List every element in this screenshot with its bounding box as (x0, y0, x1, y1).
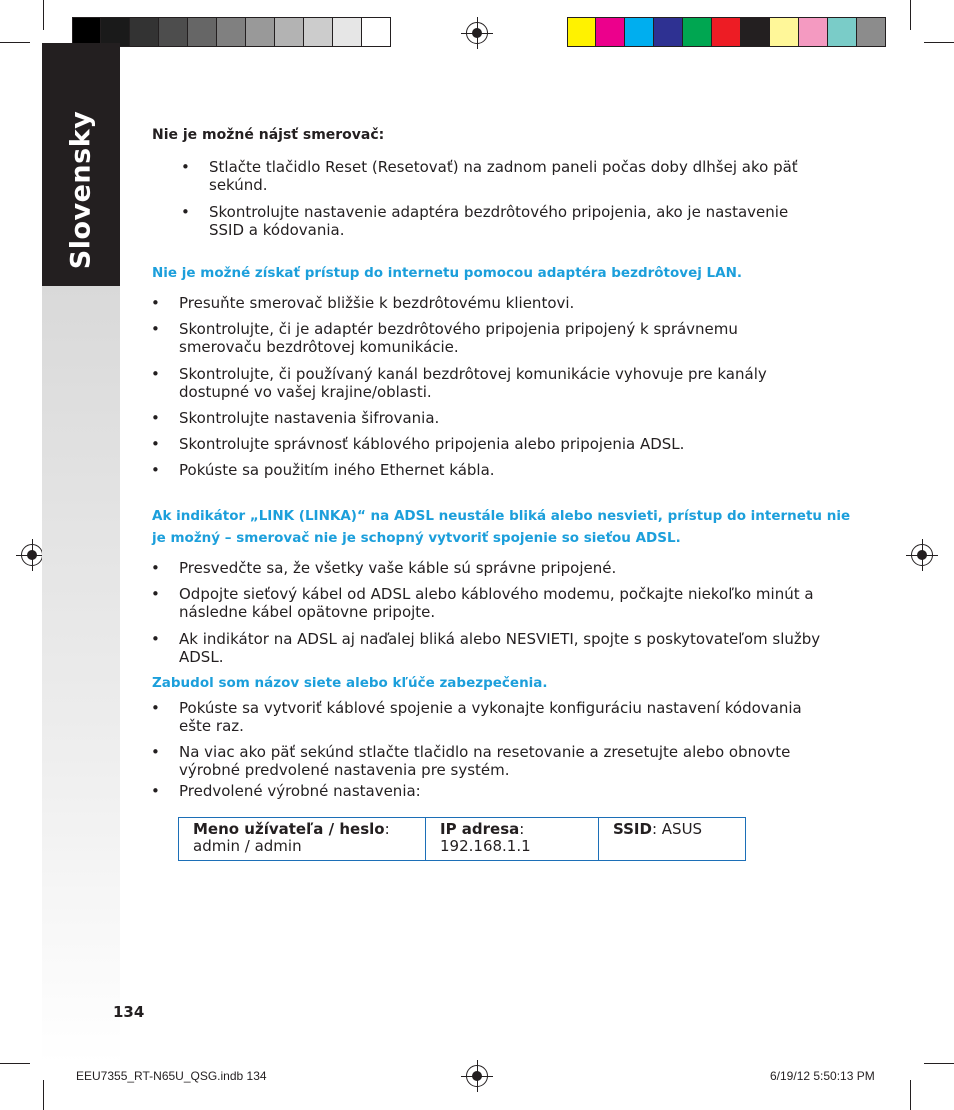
swatch (683, 17, 712, 47)
crop-mark (43, 0, 44, 30)
registration-mark-icon (466, 22, 488, 44)
swatch (770, 17, 799, 47)
list-item: • Skontrolujte nastavenie adaptéra bezdrôtového pripojenia, ako je nastavenie SSID a kódovania. (181, 203, 789, 239)
bullet-icon: • (151, 559, 160, 577)
registration-mark-icon (21, 544, 43, 566)
cmyk-color-bar (567, 17, 886, 47)
swatch (246, 17, 275, 47)
crop-mark (0, 42, 30, 43)
page-number: 134 (113, 1003, 145, 1021)
swatch (159, 17, 188, 47)
list-item: • Odpojte sieťový kábel od ADSL alebo káblového modemu, počkajte niekoľko minút a následne kábel opätovne pripojte. (151, 585, 814, 621)
section-heading: Zabudol som názov siete alebo kľúče zabezpečenia. (152, 675, 548, 691)
section-heading (152, 505, 850, 549)
registration-mark-icon (466, 1065, 488, 1087)
bullet-list (151, 559, 829, 666)
bullet-icon: • (151, 294, 160, 312)
cell-value: admin / admin (193, 837, 302, 855)
registration-mark-icon (911, 544, 933, 566)
cell-value: ASUS (661, 820, 703, 838)
list-item: • Pokúste sa použitím iného Ethernet kábla. (151, 461, 495, 479)
section-heading-line: Ak indikátor „LINK (LINKA)“ na ADSL neustále bliká alebo nesvieti, prístup do internetu nie (152, 508, 851, 524)
crop-mark (910, 1080, 911, 1110)
bullet-icon: • (151, 782, 160, 800)
list-item: • Na viac ako päť sekúnd stlačte tlačidlo na resetovanie a zresetujte alebo obnovte výrobné predvolené nastavenia pre systém. (151, 743, 791, 779)
section-heading: Nie je možné získať prístup do internetu pomocou adaptéra bezdrôtovej LAN. (152, 265, 743, 281)
crop-mark (924, 1063, 954, 1064)
bullet-list (151, 699, 819, 800)
list-item: • Skontrolujte, či je adaptér bezdrôtového pripojenia pripojený k správnemu smerovaču bezdrôtovej komunikácie. (151, 320, 738, 356)
crop-mark (0, 1063, 30, 1064)
bullet-icon: • (151, 630, 160, 648)
swatch (654, 17, 683, 47)
list-item: • Stlačte tlačidlo Reset (Resetovať) na zadnom paneli počas doby dlhšej ako päť sekúnd. (181, 158, 798, 194)
default-settings-table (178, 817, 746, 861)
crop-mark (43, 1080, 44, 1110)
bullet-icon: • (181, 203, 190, 221)
swatch (741, 17, 770, 47)
swatch (857, 17, 886, 47)
swatch (625, 17, 654, 47)
swatch (596, 17, 625, 47)
swatch (712, 17, 741, 47)
crop-mark (924, 42, 954, 43)
swatch (304, 17, 333, 47)
section-heading: Nie je možné nájsť smerovač: (152, 127, 385, 143)
table-cell-credentials: Meno užívateľa / heslo: admin / admin (193, 820, 390, 855)
swatch (130, 17, 159, 47)
cell-label: SSID (613, 820, 652, 838)
swatch (188, 17, 217, 47)
list-item: • Predvolené výrobné nastavenia: (151, 782, 421, 800)
list-item: • Skontrolujte, či používaný kanál bezdrôtovej komunikácie vyhovuje pre kanály dostupné vo vašej krajine/oblasti. (151, 365, 767, 401)
bullet-icon: • (181, 158, 190, 176)
table-cell-ip: IP adresa: 192.168.1.1 (425, 818, 598, 860)
list-item: • Presuňte smerovač bližšie k bezdrôtovému klientovi. (151, 294, 575, 312)
bullet-icon: • (151, 409, 160, 427)
bullet-list (181, 158, 809, 239)
swatch (828, 17, 857, 47)
cell-value: 192.168.1.1 (440, 837, 531, 855)
bullet-icon: • (151, 435, 160, 453)
slug-timestamp: 6/19/12 5:50:13 PM (770, 1069, 875, 1083)
bullet-icon: • (151, 585, 160, 603)
list-item: • Presvedčte sa, že všetky vaše káble sú správne pripojené. (151, 559, 617, 577)
list-item: • Ak indikátor na ADSL aj naďalej bliká alebo NESVIETI, spojte s poskytovateľom služby ADSL. (151, 630, 821, 666)
bullet-list (151, 294, 794, 479)
bullet-icon: • (151, 365, 160, 383)
bullet-icon: • (151, 320, 160, 338)
list-item: • Skontrolujte nastavenia šifrovania. (151, 409, 440, 427)
bullet-icon: • (151, 743, 160, 761)
side-gradient (42, 286, 120, 1064)
language-tab-label: Slovensky (65, 110, 97, 270)
crop-mark (910, 0, 911, 30)
table-cell-ssid: SSID: ASUS (598, 818, 745, 860)
bullet-icon: • (151, 699, 160, 717)
list-item: • Skontrolujte správnosť káblového pripojenia alebo pripojenia ADSL. (151, 435, 685, 453)
swatch (567, 17, 596, 47)
bullet-icon: • (151, 461, 160, 479)
swatch (217, 17, 246, 47)
swatch (799, 17, 828, 47)
swatch (275, 17, 304, 47)
cell-label: IP adresa (440, 820, 520, 838)
cell-label: Meno užívateľa / heslo (193, 820, 385, 838)
swatch (333, 17, 362, 47)
list-item: • Pokúste sa vytvoriť káblové spojenie a vykonajte konfiguráciu nastavení kódovania ešte raz. (151, 699, 802, 735)
swatch (362, 17, 391, 47)
section-heading-line: je možný – smerovač nie je schopný vytvoriť spojenie so sieťou ADSL. (152, 530, 681, 546)
slug-file: EEU7355_RT-N65U_QSG.indb 134 (76, 1069, 267, 1083)
